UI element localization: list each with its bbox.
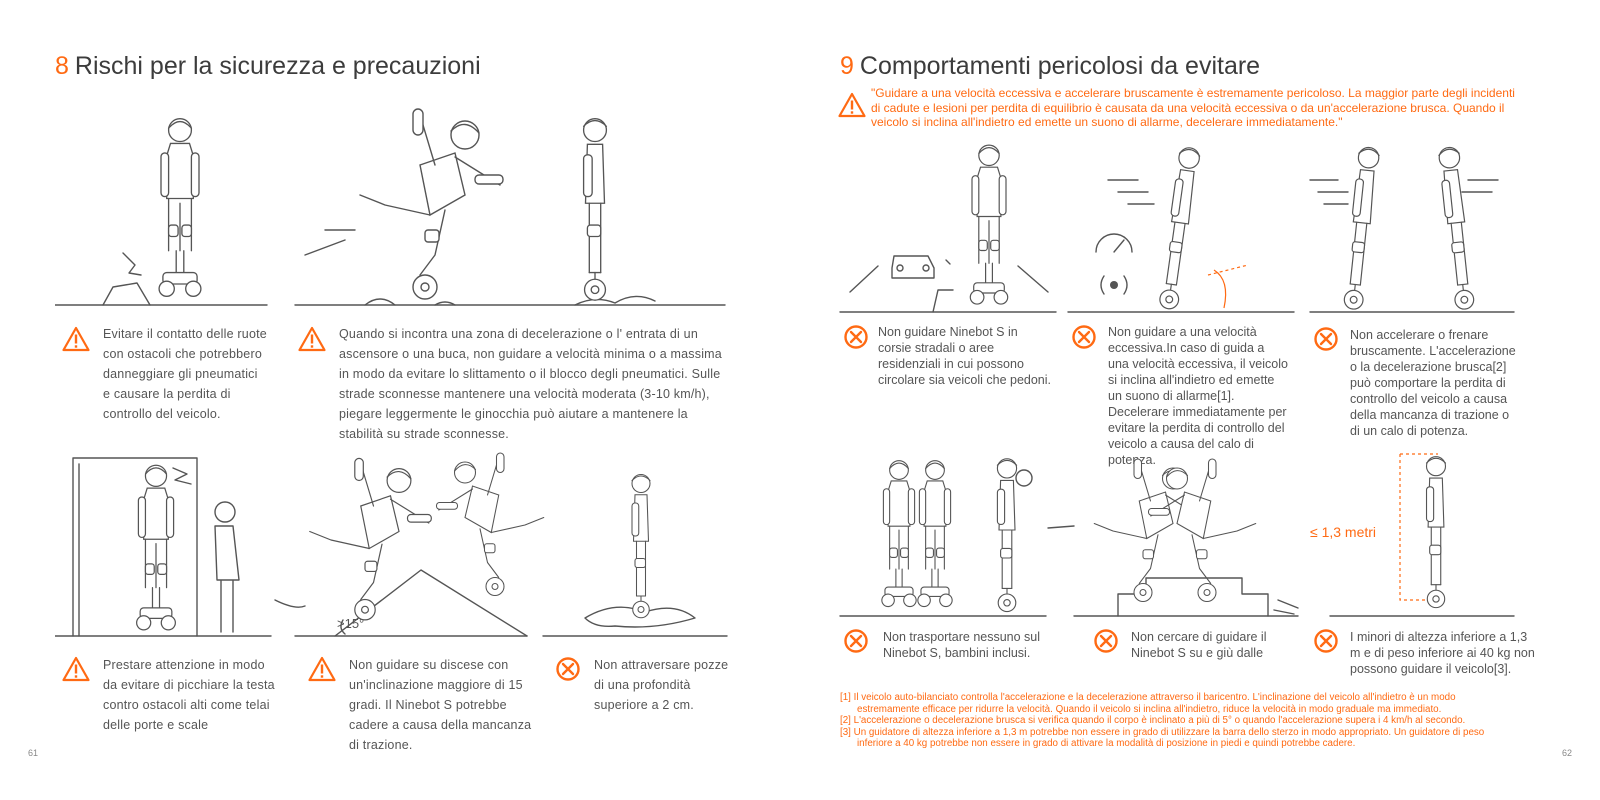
rider-figure bbox=[159, 119, 201, 297]
prohibited-icon bbox=[843, 324, 869, 350]
height-limit-label: ≤ 1,3 metri bbox=[1310, 524, 1377, 540]
falling-rider-figure bbox=[437, 453, 544, 596]
right-caption-5: Non cercare di guidare il Ninebot S su e giù dalle bbox=[1131, 630, 1267, 660]
rider-figure bbox=[137, 465, 176, 630]
warning-triangle-icon bbox=[838, 92, 866, 118]
prohibited-icon bbox=[555, 656, 581, 682]
right-section-number: 9 bbox=[840, 52, 854, 80]
side-rider-figure bbox=[1427, 457, 1446, 608]
left-caption-2: Quando si incontra una zona di decelerazione o l' entrata di un ascensore o una buca, non guidare a velocità minima o a massima in modo da evitare lo slittamento o il blocco degli pneumatici. Sulle strade sconnesse mantenere una velocità moderata (3-10 km/h), piegare leggermente le ginocchia può aiutare a mantenere la stabilità su strade sconnesse. bbox=[339, 327, 722, 441]
left-page-number: 61 bbox=[28, 748, 39, 758]
side-rider-figure bbox=[997, 459, 1016, 612]
illustration-row-1 bbox=[55, 105, 735, 310]
warning-triangle-icon bbox=[298, 326, 326, 352]
illustration-row-4 bbox=[838, 450, 1518, 622]
illustration-row-3 bbox=[838, 140, 1518, 320]
left-section-title bbox=[55, 52, 481, 81]
prohibited-icon bbox=[1071, 324, 1097, 350]
left-caption-5: Non attraversare pozze di una profondità superiore a 2 cm. bbox=[594, 658, 729, 712]
side-rider-figure bbox=[1343, 146, 1380, 310]
side-rider-figure bbox=[1158, 146, 1201, 310]
side-rider-figure bbox=[584, 119, 607, 300]
rider-figure bbox=[882, 461, 916, 607]
right-section-title-text: Comportamenti pericolosi da evitare bbox=[859, 52, 1261, 80]
left-caption-4: Non guidare su discese con un'inclinazione maggiore di 15 gradi. Il Ninebot S potrebbe cadere a causa della mancanza di trazione. bbox=[349, 658, 532, 752]
right-caption-4: Non trasportare nessuno sul Ninebot S, bambini inclusi. bbox=[883, 630, 1041, 660]
prohibited-icon bbox=[1093, 628, 1119, 654]
side-rider-figure bbox=[632, 475, 650, 618]
prohibited-icon bbox=[1313, 628, 1339, 654]
rider-figure bbox=[918, 461, 952, 607]
footnote-2: [2] L'accelerazione o decelerazione brusca si verifica quando il corpo è inclinato a più di 5° o quando l'accelerazione supera i 4 km/h al secondo. bbox=[840, 715, 1466, 726]
left-section-number: 8 bbox=[55, 52, 69, 80]
right-section-title bbox=[840, 52, 1260, 81]
warning-triangle-icon bbox=[308, 656, 336, 682]
right-caption-6: I minori di altezza inferiore a 1,3 m e di peso inferiore ai 40 kg non possono guidare il veicolo[3]. bbox=[1350, 630, 1535, 676]
prohibited-icon bbox=[843, 628, 869, 654]
right-caption-3: Non accelerare o frenare bruscamente. L'accelerazione o la decelerazione brusca[2] può comportare la perdita di controllo del veicolo a causa della mancanza di trazione o di un calo di potenza. bbox=[1350, 328, 1516, 438]
footnotes bbox=[840, 692, 1520, 750]
right-caption-1: Non guidare Ninebot S in corsie stradali o aree residenziali in cui possono circolare sia veicoli che pedoni. bbox=[878, 325, 1052, 387]
slope-angle-label: >15° bbox=[337, 616, 365, 631]
falling-rider-figure bbox=[360, 109, 503, 299]
warning-quote: "Guidare a una velocità eccessiva e accelerare bruscamente è estremamente pericoloso. La maggior parte degli incidenti di cadute e lesioni per perdita di equilibrio è causata da una velocità eccessiva o da un'accelerazione brusca. Quando il veicolo si inclina all'indietro ed emette un suono di allarme, decelerare immediatamente." bbox=[871, 86, 1515, 129]
footnote-1: [1] Il veicolo auto-bilanciato controlla l'accelerazione e la decelerazione attraverso il baricentro. L'inclinazione del veicolo all'indietro è un modo estremamente efficace per ridurre la velocità. Quando il veicolo si inclina all'indietro, riduce la velocità in modo graduale ma immediato. bbox=[840, 692, 1456, 715]
warning-triangle-icon bbox=[62, 656, 90, 682]
rider-figure bbox=[970, 145, 1007, 304]
side-rider-figure bbox=[1438, 146, 1475, 310]
illustration-row-2 bbox=[55, 450, 735, 642]
footnote-3: [3] Un guidatore di altezza inferiore a 1,3 m potrebbe non essere in grado di utilizzare la barra dello sterzo in modo appropriato. Un guidatore di peso inferiore a 40 kg potrebbe non essere in grado di attivare la modalità di posizione in piedi e quindi potrebbe cadere. bbox=[840, 726, 1485, 749]
left-caption-1: Evitare il contatto delle ruote con ostacoli che potrebbero danneggiare gli pneumatici e causare la perdita di controllo del veicolo. bbox=[103, 327, 267, 421]
right-page-number: 62 bbox=[1562, 748, 1573, 758]
falling-rider-figure bbox=[310, 458, 432, 620]
warning-triangle-icon bbox=[62, 326, 90, 352]
left-caption-3: Prestare attenzione in modo da evitare di picchiare la testa contro ostacoli alti come telai delle porte e scale bbox=[103, 658, 275, 732]
right-caption-2: Non guidare a una velocità eccessiva.In caso di guida a una velocità eccessiva, il veicolo si inclina all'indietro ed emette un suono di allarme[1]. Decelerare immediatamente per evitare la perdita di controllo del veicolo a causa del calo di potenza. bbox=[1108, 325, 1288, 467]
prohibited-icon bbox=[1313, 326, 1339, 352]
left-section-title-text: Rischi per la sicurezza e precauzioni bbox=[74, 52, 481, 80]
